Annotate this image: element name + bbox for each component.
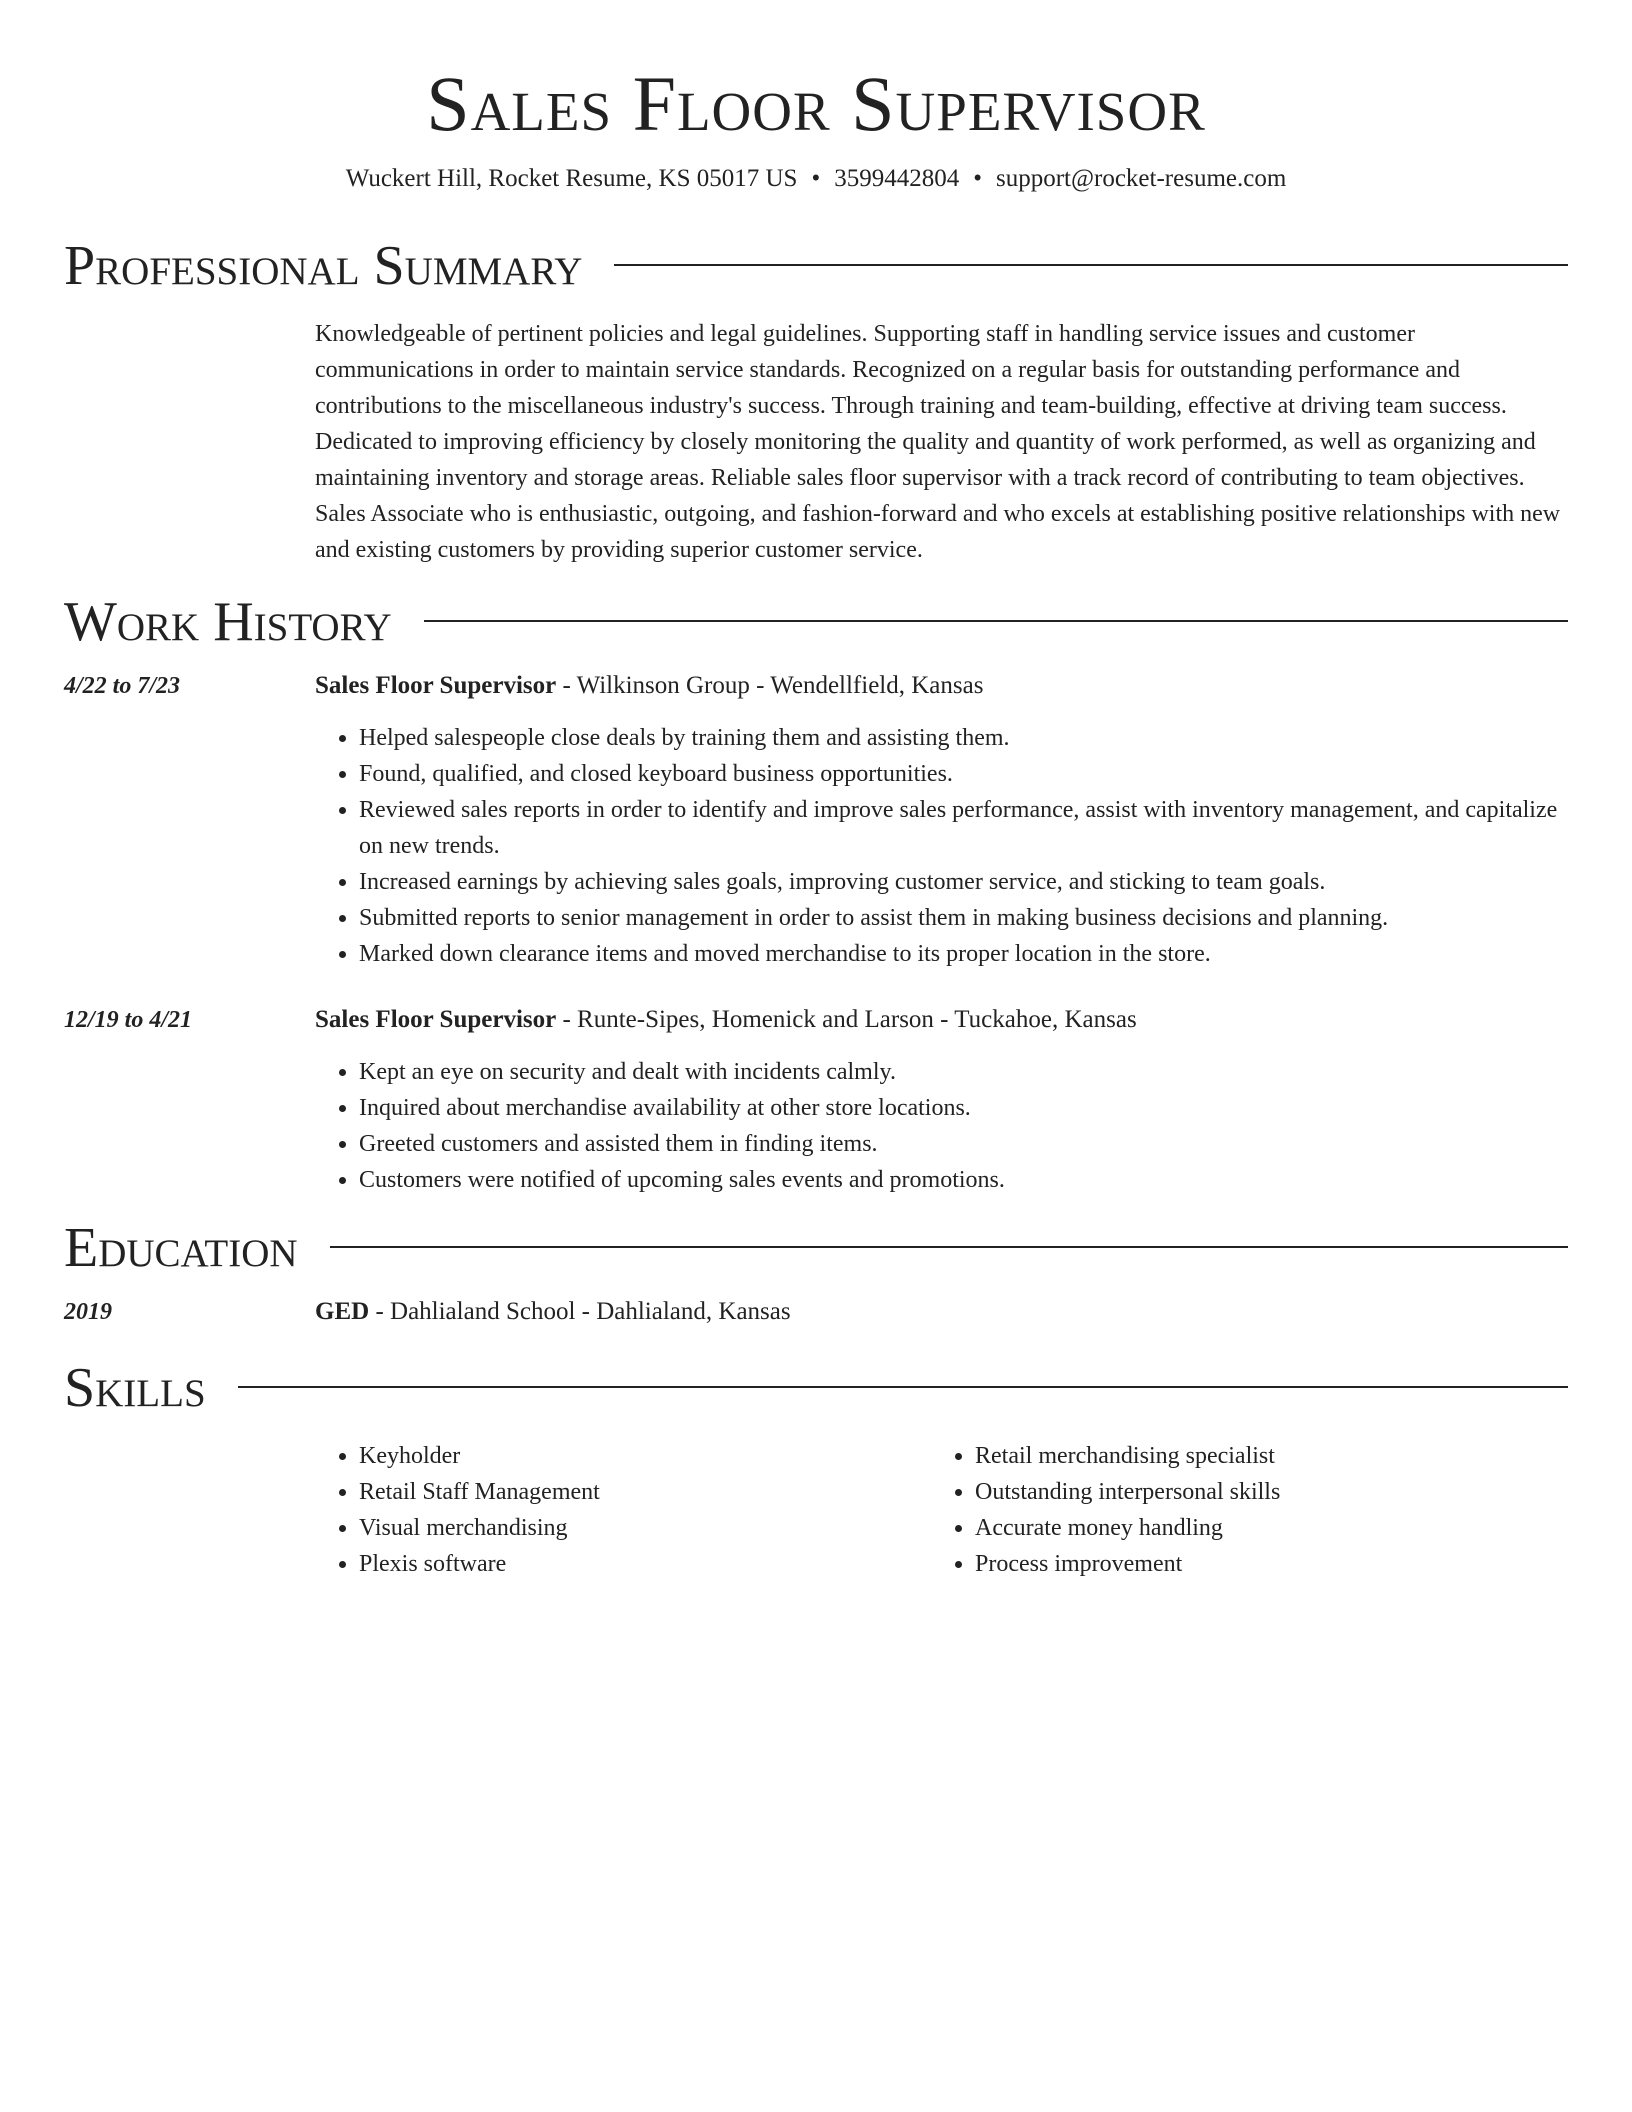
section-divider	[238, 1386, 1568, 1388]
education-year: 2019	[64, 1299, 112, 1325]
education-entry	[64, 1294, 1568, 1330]
job-duties-list	[315, 1054, 1568, 1198]
skill-item: • Keyholder	[359, 1438, 931, 1474]
skills-section	[64, 1358, 1568, 1582]
list-item: • Helped salespeople close deals by training them and assisting them.	[359, 720, 1568, 756]
list-item: • Found, qualified, and closed keyboard business opportunities.	[359, 756, 1568, 792]
summary-heading-row	[64, 236, 1568, 296]
job-dates: 4/22 to 7/23	[64, 673, 181, 699]
skill-item: • Outstanding interpersonal skills	[975, 1474, 1547, 1510]
skills-grid	[315, 1438, 1568, 1582]
skills-left-spacer	[64, 1438, 315, 1582]
skills-list-right	[931, 1438, 1547, 1582]
job-role: Sales Floor Supervisor	[315, 672, 557, 699]
list-item: • Marked down clearance items and moved merchandise to its proper location in the store.	[359, 936, 1568, 972]
skill-item: • Accurate money handling	[975, 1510, 1547, 1546]
job-dates: 12/19 to 4/21	[64, 1007, 193, 1033]
summary-row	[64, 316, 1568, 568]
list-item: • Customers were notified of upcoming sales events and promotions.	[359, 1162, 1568, 1198]
section-title-summary: Professional Summary	[64, 235, 583, 297]
education-degree: GED	[315, 1298, 370, 1325]
skills-body	[315, 1438, 1568, 1582]
education-school: - Dahlialand School - Dahlialand, Kansas	[369, 1298, 791, 1325]
skill-item: • Retail Staff Management	[359, 1474, 931, 1510]
section-title-work: Work History	[64, 591, 392, 653]
skill-item: • Plexis software	[359, 1546, 931, 1582]
skill-item: • Retail merchandising specialist	[975, 1438, 1547, 1474]
skill-item: • Process improvement	[975, 1546, 1547, 1582]
job-body	[315, 668, 1568, 972]
list-item: • Reviewed sales reports in order to identify and improve sales performance, assist with inventory management, and capitalize on new trends.	[359, 792, 1568, 864]
contact-address: Wuckert Hill, Rocket Resume, KS 05017 US	[345, 165, 798, 192]
section-title-education: Education	[64, 1217, 298, 1279]
list-item: • Kept an eye on security and dealt with incidents calmly.	[359, 1054, 1568, 1090]
job-body	[315, 1002, 1568, 1198]
education-heading-row	[64, 1218, 1568, 1278]
contact-line	[64, 164, 1568, 194]
separator-dot: •	[811, 165, 821, 192]
skills-list-left	[315, 1438, 931, 1582]
work-history-section	[64, 592, 1568, 1198]
work-heading-row	[64, 592, 1568, 652]
separator-dot: •	[973, 165, 982, 192]
section-title-skills: Skills	[64, 1357, 206, 1419]
candidate-name: Sales Floor Supervisor	[426, 60, 1206, 147]
job-employer: - Runte-Sipes, Homenick and Larson - Tuckahoe, Kansas	[556, 1006, 1137, 1033]
job-entry	[64, 1002, 1568, 1198]
job-entry	[64, 668, 1568, 972]
list-item: • Increased earnings by achieving sales goals, improving customer service, and sticking to team goals.	[359, 864, 1568, 900]
section-divider	[330, 1246, 1568, 1248]
summary-section	[64, 236, 1568, 568]
summary-text: Knowledgeable of pertinent policies and legal guidelines. Supporting staff in handling service issues and customer communications in order to maintain service standards. Recognized on a regular basis for outstanding performance and contributions to the miscellaneous industry's success. Through training and team-building, effective at driving team success. Dedicated to improving efficiency by closely monitoring the quality and quantity of work performed, as well as organizing and maintaining inventory and storage areas. Reliable sales floor supervisor with a track record of contributing to team objectives. Sales Associate who is enthusiastic, outgoing, and fashion-forward and who excels at establishing positive relationships with new and existing customers by providing superior customer service.	[315, 321, 1561, 563]
job-title-line	[315, 1002, 1568, 1038]
job-employer: - Wilkinson Group - Wendellfield, Kansas	[556, 672, 984, 699]
list-item: • Inquired about merchandise availability at other store locations.	[359, 1090, 1568, 1126]
section-divider	[614, 264, 1568, 266]
skills-heading-row	[64, 1358, 1568, 1418]
job-duties-list	[315, 720, 1568, 972]
education-body	[315, 1294, 1568, 1330]
section-divider	[424, 620, 1568, 622]
summary-left-spacer	[64, 316, 315, 568]
job-title-line	[315, 668, 1568, 704]
list-item: • Greeted customers and assisted them in finding items.	[359, 1126, 1568, 1162]
education-line	[315, 1294, 1568, 1330]
contact-email[interactable]: support@rocket-resume.com	[995, 165, 1287, 192]
skills-row	[64, 1438, 1568, 1582]
summary-body	[315, 316, 1568, 568]
education-section	[64, 1218, 1568, 1330]
contact-phone: 3599442804	[834, 165, 960, 192]
list-item: • Submitted reports to senior management in order to assist them in making business decisions and planning.	[359, 900, 1568, 936]
skill-item: • Visual merchandising	[359, 1510, 931, 1546]
job-role: Sales Floor Supervisor	[315, 1006, 557, 1033]
